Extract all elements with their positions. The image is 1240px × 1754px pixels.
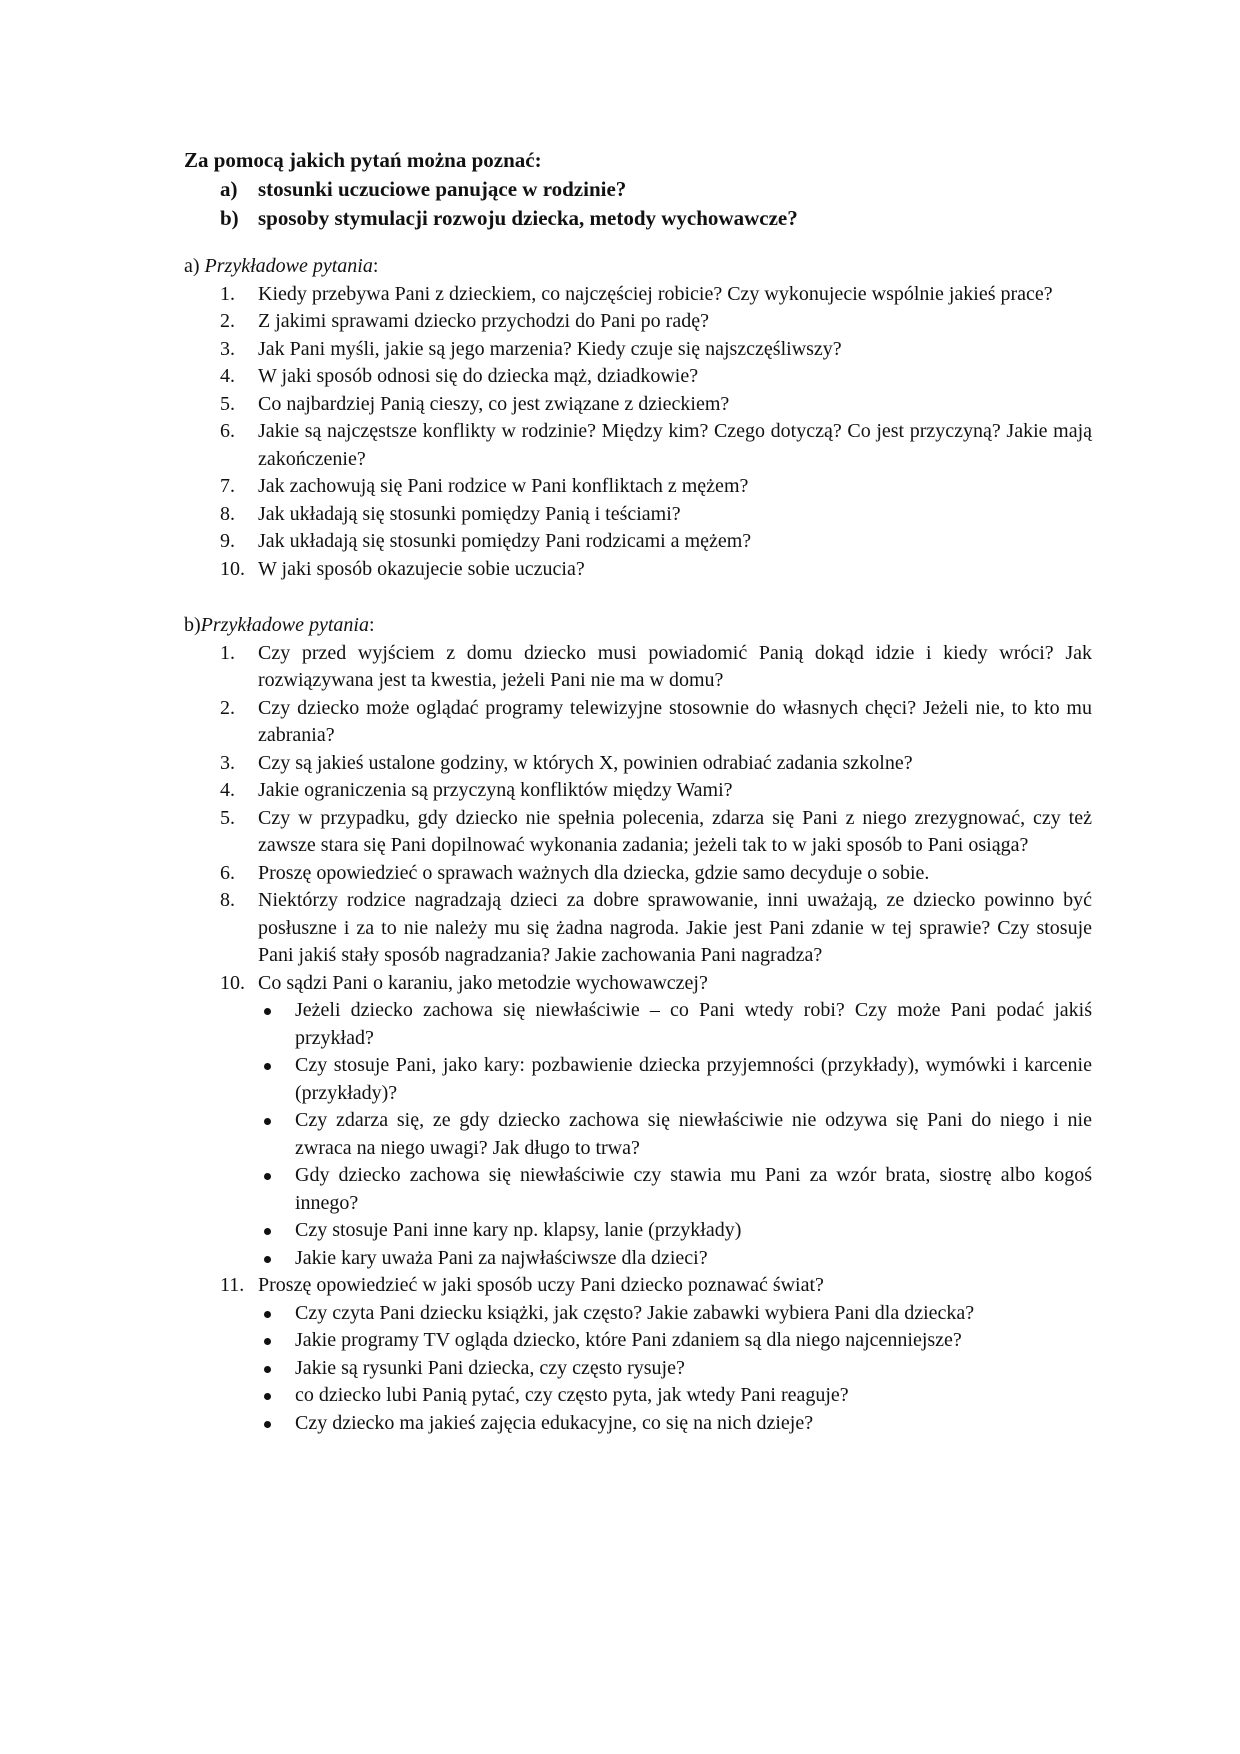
item-number: 6.: [220, 420, 235, 442]
bullet-item: [258, 1300, 1092, 1328]
topic-label: b): [220, 206, 239, 230]
bullet-icon: [258, 1162, 295, 1217]
list-item: [184, 528, 1092, 556]
item-number: 7.: [220, 475, 235, 497]
item-text: Jak zachowują się Pani rodzice w Pani konfliktach z mężem?: [258, 475, 749, 497]
list-item: [184, 501, 1092, 529]
bullet-item: [258, 1217, 1092, 1245]
item-number: 8.: [220, 502, 235, 525]
topic-a: [184, 175, 1092, 204]
topic-b: [184, 204, 1092, 233]
bullet-item: [258, 1107, 1092, 1162]
list-item: [184, 777, 1092, 805]
bullet-text: Jeżeli dziecko zachowa się niewłaściwie – co Pani wtedy robi? Czy może Pani podać jakiś przykład?: [295, 999, 1092, 1049]
list-item: [184, 308, 1092, 336]
bullet-text: Czy dziecko ma jakieś zajęcia edukacyjne, co się na nich dzieje?: [295, 1411, 814, 1434]
item-number: 9.: [220, 530, 235, 552]
bullet-icon: [258, 1327, 295, 1355]
bullet-item: [258, 1355, 1092, 1383]
bullet-text: Jakie są rysunki Pani dziecka, czy często rysuje?: [295, 1356, 685, 1379]
item-text: Jak układają się stosunki pomiędzy Pani rodzicami a mężem?: [258, 530, 752, 552]
bullet-icon: [258, 1410, 295, 1438]
item-text: Proszę opowiedzieć o sprawach ważnych dla dziecka, gdzie samo decyduje o sobie.: [258, 861, 930, 884]
item-text: Niektórzy rodzice nagradzają dzieci za dobre sprawowanie, inni uważają, ze dziecko powinno być posłuszne i za to nie należy mu się żadna nagroda. Jakie jest Pani zdanie w tej sprawie? Czy stosuje Pani jakiś stały sposób nagradzania? Jakie zachowania Pani nagradza?: [258, 889, 1092, 966]
bullet-text: Czy zdarza się, ze gdy dziecko zachowa się niewłaściwie nie odzywa się Pani do niego i nie zwraca na niego uwagi? Jak długo to trwa?: [295, 1109, 1092, 1159]
item-number: 3.: [220, 337, 235, 360]
item-number: 5.: [220, 392, 235, 415]
item-text: Kiedy przebywa Pani z dzieckiem, co najczęściej robicie? Czy wykonujecie wspólnie jakieś prace?: [258, 282, 1053, 305]
bullet-text: Czy stosuje Pani inne kary np. klapsy, lanie (przykłady): [295, 1219, 742, 1241]
item-text: Jak układają się stosunki pomiędzy Panią i teściami?: [258, 502, 681, 525]
bullet-item: [258, 1245, 1092, 1273]
list-item: [184, 750, 1092, 778]
list-item: [184, 805, 1092, 860]
bullet-text: Czy stosuje Pani, jako kary: pozbawienie dziecka przyjemności (przykłady), wymówki i karcenie (przykłady)?: [295, 1054, 1092, 1104]
list-item: [184, 281, 1092, 309]
section-heading-text: Przykładowe pytania: [204, 255, 373, 277]
bullet-text: Jakie kary uważa Pani za najwłaściwsze dla dzieci?: [295, 1246, 708, 1269]
item-number: 8.: [220, 889, 235, 911]
list-item: [184, 1272, 1092, 1300]
item-text: Co najbardziej Panią cieszy, co jest związane z dzieckiem?: [258, 392, 730, 415]
bullet-icon: [258, 1382, 295, 1410]
section-b-list: [184, 640, 1092, 1438]
bullet-text: Jakie programy TV ogląda dziecko, które Pani zdaniem są dla niego najcenniejsze?: [295, 1329, 962, 1351]
item-text: Jakie ograniczenia są przyczyną konfliktów między Wami?: [258, 779, 733, 801]
item-number: 5.: [220, 806, 235, 829]
section-colon: :: [368, 614, 375, 636]
item-text: Czy dziecko może oglądać programy telewizyjne stosownie do własnych chęci? Jeżeli nie, to kto mu zabrania?: [258, 696, 1092, 746]
bullet-icon: [258, 1300, 295, 1328]
list-item: [184, 887, 1092, 970]
bullet-text: Czy czyta Pani dziecku książki, jak często? Jakie zabawki wybiera Pani dla dziecka?: [295, 1301, 975, 1324]
list-item: [184, 695, 1092, 750]
list-item: [184, 556, 1092, 584]
item-number: 10.: [220, 557, 245, 580]
item-text: Co sądzi Pani o karaniu, jako metodzie wychowawczej?: [258, 971, 708, 994]
list-item: [184, 473, 1092, 501]
item-text: Jakie są najczęstsze konflikty w rodzinie? Między kim? Czego dotyczą? Co jest przyczyną? Jakie mają zakończenie?: [258, 420, 1092, 470]
bullet-item: [258, 1410, 1092, 1438]
item-number: 3.: [220, 751, 235, 774]
item-text: W jaki sposób okazujecie sobie uczucia?: [258, 557, 585, 580]
item-text: Proszę opowiedzieć w jaki sposób uczy Pani dziecko poznawać świat?: [258, 1274, 824, 1296]
bullet-item: [258, 1162, 1092, 1217]
item-text: W jaki sposób odnosi się do dziecka mąż, dziadkowie?: [258, 365, 699, 387]
topic-label: a): [220, 177, 238, 201]
bullet-text: co dziecko lubi Panią pytać, czy często pyta, jak wtedy Pani reaguje?: [295, 1384, 849, 1406]
item-number: 4.: [220, 779, 235, 801]
bullet-icon: [258, 1355, 295, 1383]
document-page: [184, 146, 1092, 1437]
document-title: Za pomocą jakich pytań można poznać:: [184, 148, 542, 172]
list-item: [184, 363, 1092, 391]
bullet-icon: [258, 1245, 295, 1273]
list-item: [184, 418, 1092, 473]
list-item: [184, 336, 1092, 364]
bullet-item: [258, 997, 1092, 1052]
list-item: [184, 970, 1092, 998]
list-item: [184, 391, 1092, 419]
item-number: 1.: [220, 282, 235, 305]
item-number: 6.: [220, 861, 235, 884]
section-prefix: b): [184, 614, 201, 636]
bullet-icon: [258, 1217, 295, 1245]
item-number: 4.: [220, 365, 235, 387]
topic-text: stosunki uczuciowe panujące w rodzinie?: [258, 177, 627, 201]
bullet-icon: [258, 997, 295, 1052]
item-text: Jak Pani myśli, jakie są jego marzenia? Kiedy czuje się najszczęśliwszy?: [258, 337, 842, 360]
section-a-list: [184, 281, 1092, 584]
item-text: Czy są jakieś ustalone godziny, w których X, powinien odrabiać zadania szkolne?: [258, 751, 913, 774]
bullet-icon: [258, 1107, 295, 1162]
section-b-heading: [184, 612, 1092, 640]
topic-text: sposoby stymulacji rozwoju dziecka, metody wychowawcze?: [258, 206, 798, 230]
item-text: Czy w przypadku, gdy dziecko nie spełnia polecenia, zdarza się Pani z niego zrezygnować, czy też zawsze stara się Pani dopilnować wykonania zadania; jeżeli tak to w jaki sposób to Pani osiąga?: [258, 806, 1092, 856]
list-item: [184, 640, 1092, 695]
bullet-icon: [258, 1052, 295, 1107]
bullet-text: Gdy dziecko zachowa się niewłaściwie czy stawia mu Pani za wzór brata, siostrę albo kogoś innego?: [295, 1164, 1092, 1214]
bullet-item: [258, 1327, 1092, 1355]
section-colon: :: [372, 255, 379, 277]
item-number: 2.: [220, 696, 235, 719]
item-number: 2.: [220, 310, 235, 332]
item-text: Z jakimi sprawami dziecko przychodzi do Pani po radę?: [258, 310, 709, 332]
section-prefix: a): [184, 255, 205, 277]
bullet-item: [258, 1382, 1092, 1410]
item-text: Czy przed wyjściem z domu dziecko musi powiadomić Panią dokąd idzie i kiedy wróci? Jak rozwiązywana jest ta kwestia, jeżeli Pani nie ma w domu?: [258, 641, 1092, 691]
item-number: 10.: [220, 971, 245, 994]
item-number: 1.: [220, 641, 235, 664]
bullet-item: [258, 1052, 1092, 1107]
list-item: [184, 860, 1092, 888]
item-number: 11.: [220, 1274, 245, 1296]
section-heading-text: Przykładowe pytania: [200, 614, 369, 636]
section-a-heading: [184, 253, 1092, 281]
